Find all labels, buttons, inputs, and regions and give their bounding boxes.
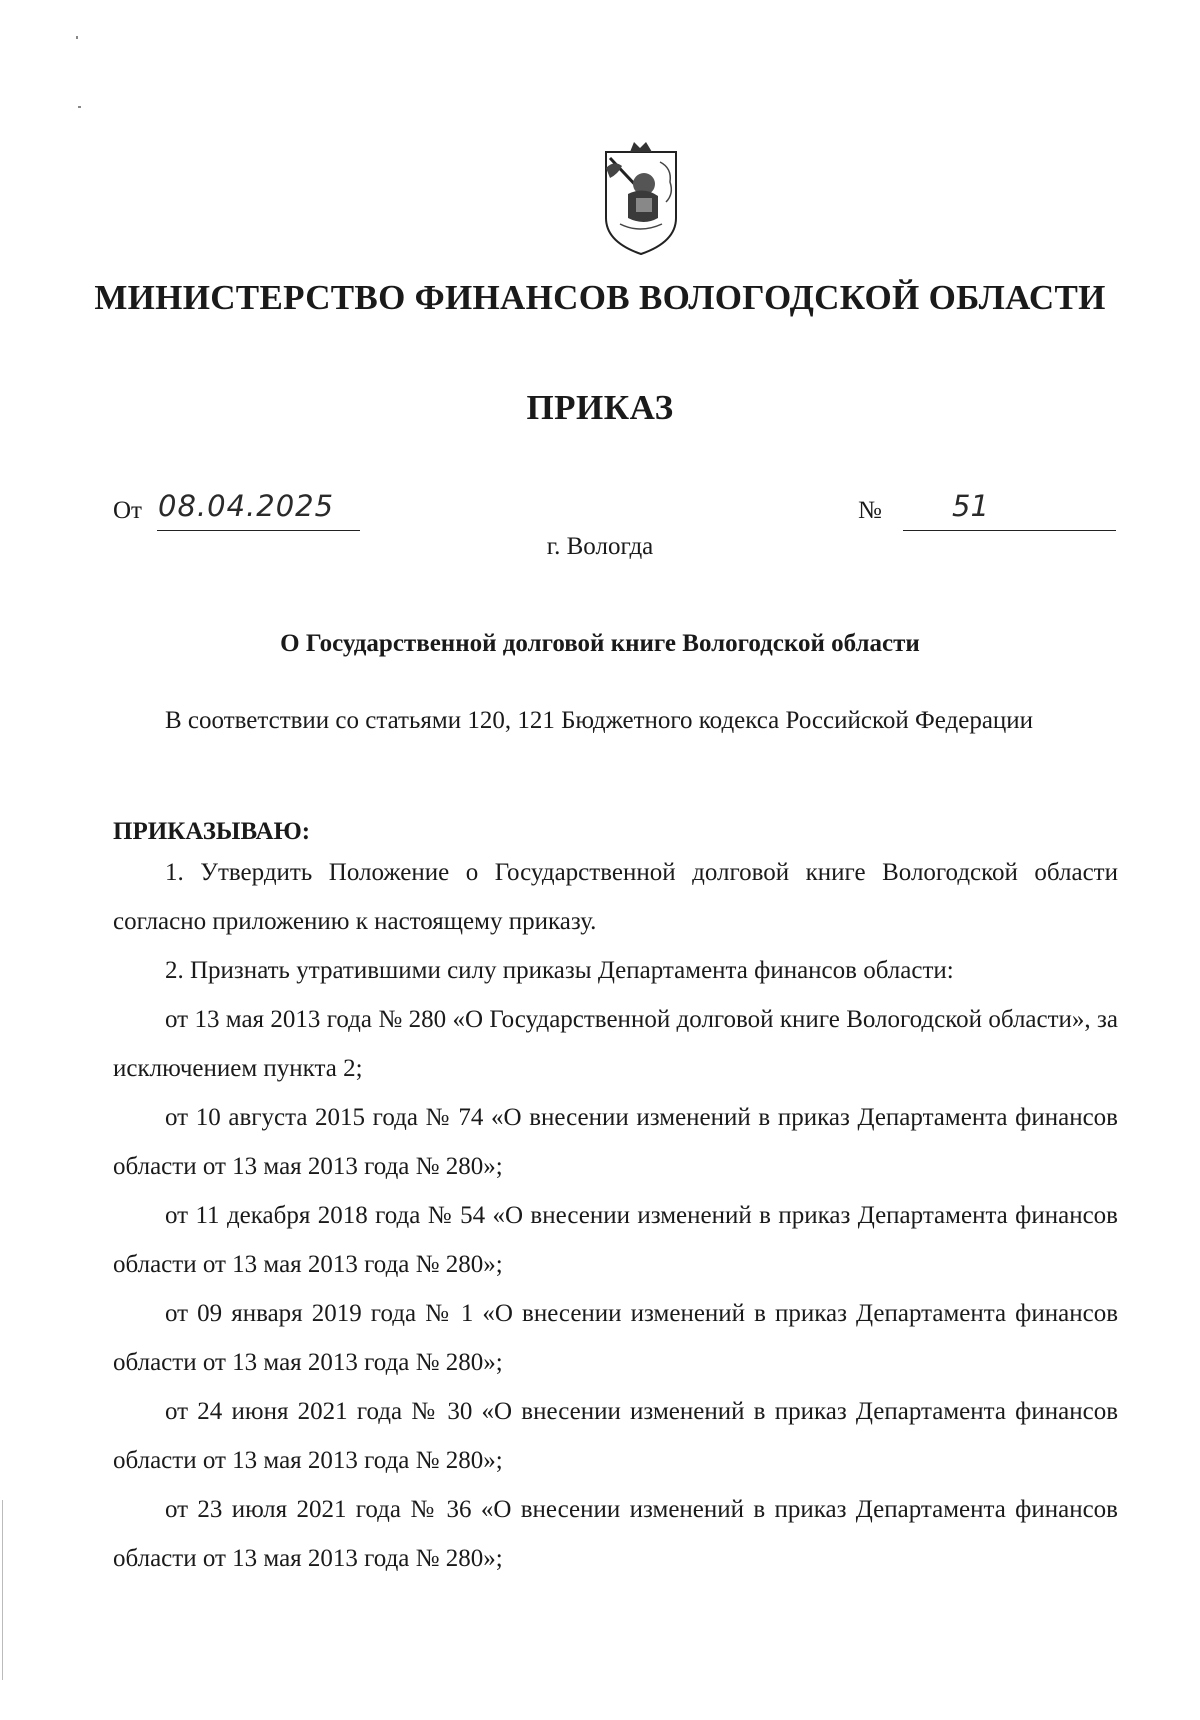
paragraph: от 23 июля 2021 года № 36 «О внесении изменений в приказ Департамента финансов области от 13 мая 2013 года № 280»; xyxy=(113,1496,1118,1572)
paragraph: 1. Утвердить Положение о Государственной долговой книге Вологодской области согласно приложению к настоящему приказу. xyxy=(113,859,1118,935)
handwritten-number: 51 xyxy=(952,489,989,523)
coat-of-arms-emblem xyxy=(600,138,682,256)
ministry-title: МИНИСТЕРСТВО ФИНАНСОВ ВОЛОГОДСКОЙ ОБЛАСТИ xyxy=(94,278,1106,317)
scan-artifact xyxy=(76,36,78,39)
paragraph: от 24 июня 2021 года № 30 «О внесении изменений в приказ Департамента финансов области от 13 мая 2013 года № 280»; xyxy=(113,1398,1118,1474)
number-label: № xyxy=(858,497,882,524)
date-underline xyxy=(157,530,360,531)
handwritten-date: 08.04.2025 xyxy=(158,489,335,523)
preamble-paragraph: В соответствии со статьями 120, 121 Бюджетного кодекса Российской Федерации xyxy=(165,707,1034,734)
paragraph: от 11 декабря 2018 года № 54 «О внесении изменений в приказ Департамента финансов области от 13 мая 2013 года № 280»; xyxy=(113,1202,1118,1278)
order-body xyxy=(113,848,1118,1583)
paragraph: от 10 августа 2015 года № 74 «О внесении изменений в приказ Департамента финансов области от 13 мая 2013 года № 280»; xyxy=(113,1104,1118,1180)
scan-artifact xyxy=(78,106,81,108)
scan-artifact xyxy=(2,1500,3,1680)
order-subject: О Государственной долговой книге Вологодской области xyxy=(280,630,920,657)
paragraph: от 09 января 2019 года № 1 «О внесении изменений в приказ Департамента финансов области от 13 мая 2013 года № 280»; xyxy=(113,1300,1118,1376)
paragraph: 2. Признать утратившими силу приказы Департамента финансов области: xyxy=(165,957,954,984)
document-type-title: ПРИКАЗ xyxy=(526,388,674,427)
date-label: От xyxy=(113,497,142,524)
city-line: г. Вологда xyxy=(546,533,654,560)
number-underline xyxy=(903,530,1116,531)
paragraph: от 13 мая 2013 года № 280 «О Государственной долговой книге Вологодской области», за исключением пункта 2; xyxy=(113,1006,1118,1082)
order-word: ПРИКАЗЫВАЮ: xyxy=(113,818,311,845)
